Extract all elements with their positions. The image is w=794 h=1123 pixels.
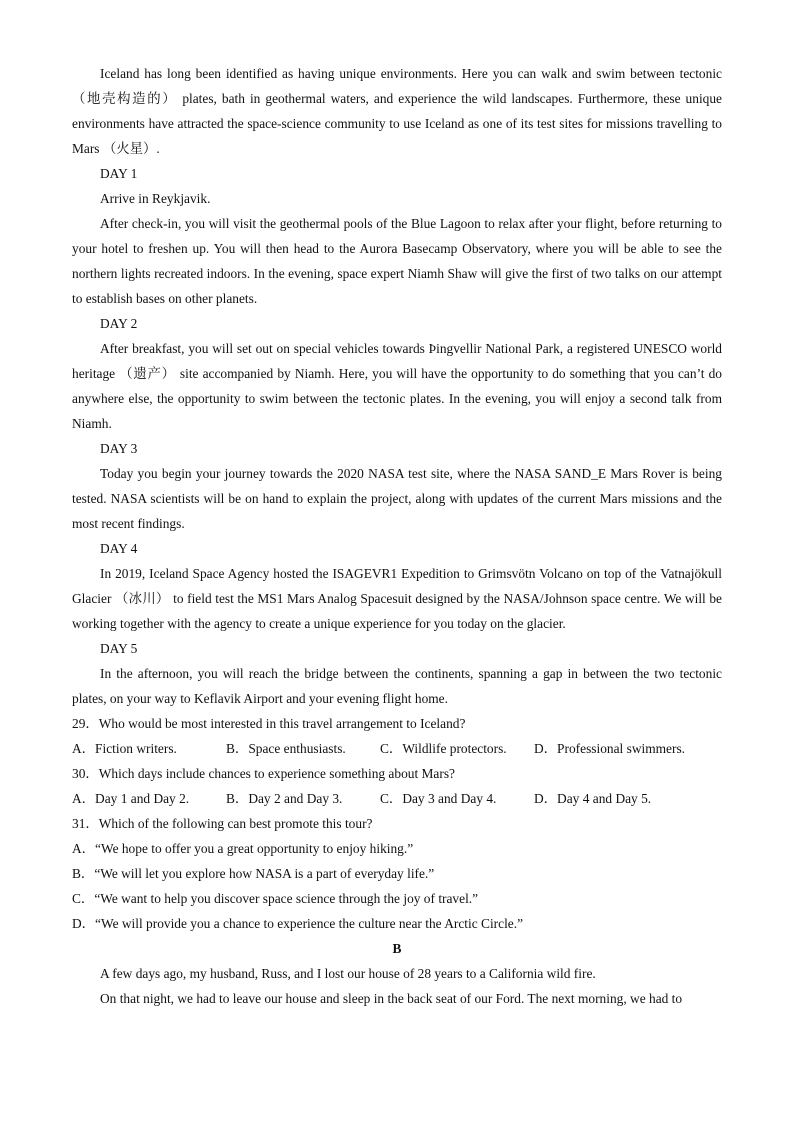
option-b: B．Day 2 and Day 3. [226, 791, 343, 806]
option-c: C．Day 3 and Day 4. [380, 791, 497, 806]
day-title: DAY 3 [100, 441, 138, 456]
option-b: B．“We will let you explore how NASA is a part of everyday life.” [72, 866, 435, 881]
option-c: C．“We want to help you discover space science through the joy of travel.” [72, 891, 479, 906]
day-title: DAY 5 [100, 641, 138, 656]
question-stem: 31．Which of the following can best promote this tour? [72, 816, 373, 831]
day-paragraph: After check-in, you will visit the geothermal pools of the Blue Lagoon to relax after your flight, before returning to your hotel to freshen up. You will then head to the Aurora Basecamp Observatory, where you will be able to see the northern lights recreated indoors. In the evening, space expert Niamh Shaw will give the first of two talks on our attempt to establish bases on other planets. [72, 216, 722, 306]
section-b-heading: B [392, 941, 402, 956]
day-title: DAY 2 [100, 316, 138, 331]
option-d: D．“We will provide you a chance to experience the culture near the Arctic Circle.” [72, 916, 524, 931]
question-30 [72, 761, 722, 811]
day-title: DAY 1 [100, 166, 138, 181]
day-paragraph: In 2019, Iceland Space Agency hosted the ISAGEVR1 Expedition to Grimsvötn Volcano on top of the Vatnajökull Glacier （冰川） to field test the MS1 Mars Analog Spacesuit designed by the NASA/Johnson space centre. We will be working together with the agency to create a unique experience for you today on the glacier. [72, 566, 722, 631]
day-3 [72, 436, 722, 536]
option-c: C．Wildlife protectors. [380, 741, 507, 756]
day-paragraph: After breakfast, you will set out on special vehicles towards Þingvellir National Park, a registered UNESCO world heritage （遗产） site accompanied by Niamh. Here, you will have the opportunity to do something that you can’t do anywhere else, the opportunity to swim between the tectonic plates. In the evening, you will enjoy a second talk from Niamh. [72, 341, 722, 431]
option-a: A．Day 1 and Day 2. [72, 791, 190, 806]
question-stem: 29．Who would be most interested in this travel arrangement to Iceland? [72, 716, 466, 731]
question-options [72, 786, 722, 811]
passage-a-intro: Iceland has long been identified as having unique environments. Here you can walk and swim between tectonic （地壳构造的） plates, bath in geothermal waters, and experience the wild landscapes. Furthermore, these unique environments have attracted the space-science community to use Iceland as one of its test sites for missions travelling to Mars （火星）. [72, 66, 722, 156]
option-d: D．Professional swimmers. [534, 741, 686, 756]
question-stem: 30．Which days include chances to experience something about Mars? [72, 766, 455, 781]
section-b-paragraph: A few days ago, my husband, Russ, and I lost our house of 28 years to a California wild fire. [100, 966, 596, 981]
day-paragraph: Arrive in Reykjavik. [100, 191, 211, 206]
option-d: D．Day 4 and Day 5. [534, 791, 652, 806]
option-a: A．“We hope to offer you a great opportunity to enjoy hiking.” [72, 841, 414, 856]
day-title: DAY 4 [100, 541, 138, 556]
day-5 [72, 636, 722, 711]
day-paragraph: In the afternoon, you will reach the bridge between the continents, spanning a gap in between the two tectonic plates, on your way to Keflavik Airport and your evening flight home. [72, 666, 722, 706]
day-paragraph: Today you begin your journey towards the 2020 NASA test site, where the NASA SAND_E Mars Rover is being tested. NASA scientists will be on hand to explain the project, along with updates of the current Mars missions and the most recent findings. [72, 466, 722, 531]
option-a: A．Fiction writers. [72, 741, 177, 756]
question-options [72, 736, 722, 761]
day-4 [72, 536, 722, 636]
option-b: B．Space enthusiasts. [226, 741, 346, 756]
document-content [72, 61, 722, 1011]
day-1 [72, 161, 722, 311]
day-2 [72, 311, 722, 436]
section-b-paragraph: On that night, we had to leave our house and sleep in the back seat of our Ford. The next morning, we had to [100, 991, 683, 1006]
question-29 [72, 711, 722, 761]
question-31 [72, 811, 722, 936]
